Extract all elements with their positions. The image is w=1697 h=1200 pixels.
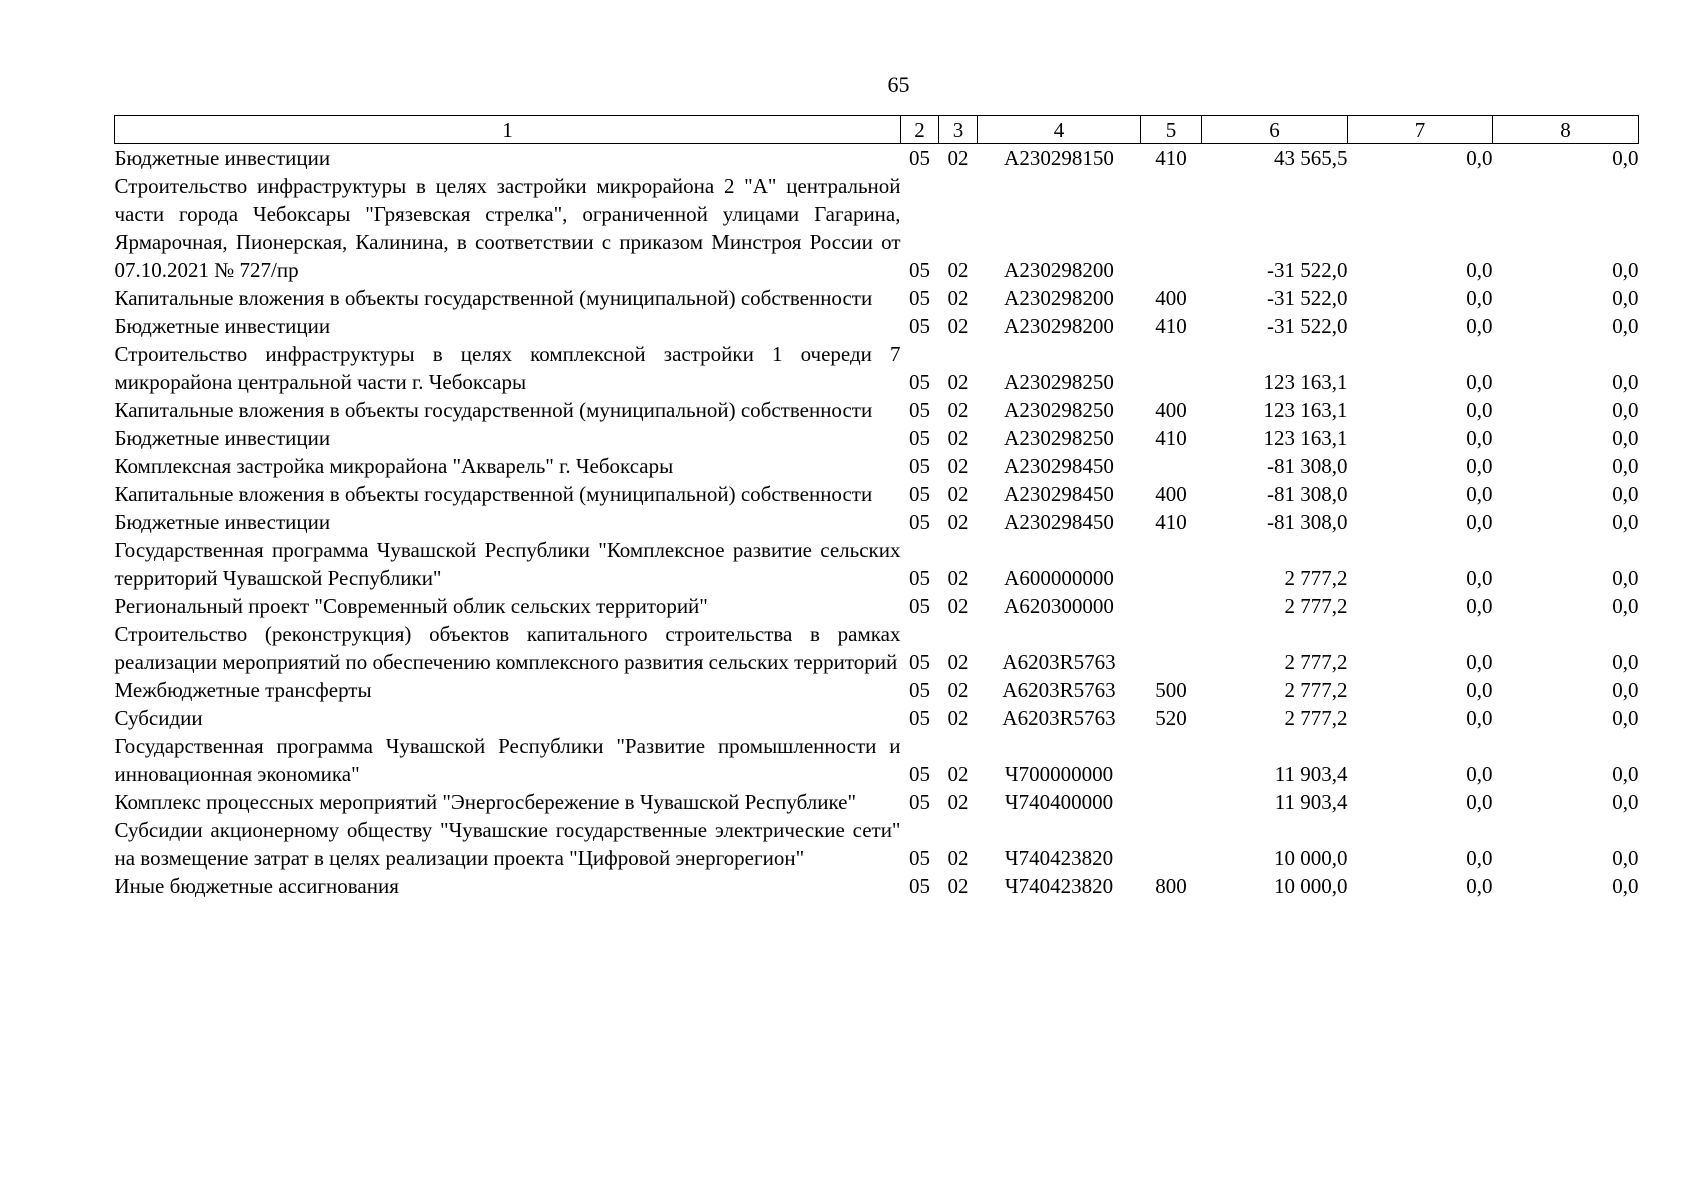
row-c8-cell: 0,0	[1612, 678, 1639, 702]
row-name-cell: Субсидии акционерному обществу "Чувашские государственные электрические сети" на возмещение затрат в целях реализации проекта "Цифровой энергорегион"	[114, 818, 901, 870]
row-c7-cell: 0,0	[1466, 846, 1493, 870]
row-name-cell: Комплекс процессных мероприятий "Энергосбережение в Чувашской Республике"	[114, 790, 857, 814]
row-c7-cell: 0,0	[1466, 510, 1493, 534]
row-c8-cell: 0,0	[1612, 370, 1639, 394]
row-c5-cell: 410	[1155, 314, 1187, 338]
row-c5-cell: 400	[1155, 286, 1187, 310]
row-name-cell: Комплексная застройка микрорайона "Акварель" г. Чебоксары	[114, 454, 674, 478]
row-c6-cell: -31 522,0	[1267, 286, 1348, 310]
row-c2-cell: 05	[909, 650, 930, 674]
column-header: 3	[939, 116, 978, 144]
row-c4-cell: A6203R5763	[1002, 678, 1116, 702]
row-c3-cell: 02	[947, 286, 969, 310]
column-header: 2	[901, 116, 939, 144]
row-c4-cell: Ч740423820	[1004, 846, 1114, 870]
row-c3-cell: 02	[947, 398, 969, 422]
row-c8-cell: 0,0	[1612, 790, 1639, 814]
row-c2-cell: 05	[909, 370, 930, 394]
column-header: 4	[978, 116, 1141, 144]
row-c4-cell: A230298450	[1004, 482, 1114, 506]
row-c5-cell	[1141, 788, 1202, 816]
table-row	[115, 424, 1639, 452]
row-c5-cell: 410	[1155, 426, 1187, 450]
row-c6-cell: -81 308,0	[1267, 510, 1348, 534]
row-c7-cell: 0,0	[1466, 650, 1493, 674]
row-c3-cell: 02	[947, 510, 969, 534]
row-c4-cell: A230298450	[1004, 454, 1114, 478]
row-c2-cell: 05	[909, 482, 930, 506]
row-c8-cell: 0,0	[1612, 454, 1639, 478]
row-c4-cell: A230298450	[1004, 510, 1114, 534]
row-c7-cell: 0,0	[1466, 566, 1493, 590]
row-c5-cell	[1141, 732, 1202, 788]
row-c2-cell: 05	[909, 426, 930, 450]
row-c2-cell: 05	[909, 846, 930, 870]
row-c8-cell: 0,0	[1612, 566, 1639, 590]
row-c4-cell: A230298250	[1004, 370, 1114, 394]
table-row	[115, 704, 1639, 732]
row-c8-cell: 0,0	[1612, 286, 1639, 310]
row-c6-cell: 10 000,0	[1274, 874, 1348, 898]
row-c6-cell: -81 308,0	[1267, 454, 1348, 478]
row-c5-cell: 800	[1155, 874, 1187, 898]
table-row	[115, 536, 1639, 592]
row-name-cell: Межбюджетные трансферты	[114, 678, 372, 702]
row-name-cell: Региональный проект "Современный облик сельских территорий"	[114, 594, 708, 618]
row-c7-cell: 0,0	[1466, 594, 1493, 618]
table-row	[115, 816, 1639, 872]
row-name-cell: Капитальные вложения в объекты государственной (муниципальной) собственности	[114, 286, 873, 310]
column-header: 7	[1348, 116, 1493, 144]
row-c3-cell: 02	[947, 482, 969, 506]
row-name-cell: Бюджетные инвестиции	[114, 510, 331, 534]
row-c5-cell	[1141, 620, 1202, 676]
row-name-cell: Капитальные вложения в объекты государственной (муниципальной) собственности	[114, 398, 873, 422]
row-c6-cell: 43 565,5	[1274, 146, 1348, 170]
row-c3-cell: 02	[947, 790, 969, 814]
table-row	[115, 508, 1639, 536]
table-row	[115, 620, 1639, 676]
row-name-cell: Бюджетные инвестиции	[114, 426, 331, 450]
row-c5-cell: 410	[1155, 510, 1187, 534]
table-row	[115, 396, 1639, 424]
row-c7-cell: 0,0	[1466, 370, 1493, 394]
row-c4-cell: Ч740423820	[1004, 874, 1114, 898]
row-c8-cell: 0,0	[1612, 706, 1639, 730]
row-c4-cell: Ч700000000	[1004, 762, 1114, 786]
row-c5-cell	[1141, 592, 1202, 620]
row-c2-cell: 05	[909, 398, 930, 422]
row-c3-cell: 02	[947, 594, 969, 618]
row-c3-cell: 02	[947, 258, 969, 282]
header-row	[115, 116, 1639, 144]
row-c3-cell: 02	[947, 706, 969, 730]
row-c7-cell: 0,0	[1466, 314, 1493, 338]
row-c6-cell: 123 163,1	[1263, 398, 1348, 422]
row-c7-cell: 0,0	[1466, 146, 1493, 170]
row-c4-cell: A230298250	[1004, 398, 1114, 422]
row-c7-cell: 0,0	[1466, 706, 1493, 730]
row-c7-cell: 0,0	[1466, 398, 1493, 422]
table-row	[115, 872, 1639, 900]
row-c8-cell: 0,0	[1612, 762, 1639, 786]
row-c3-cell: 02	[947, 146, 969, 170]
table-row	[115, 452, 1639, 480]
table-row	[115, 284, 1639, 312]
row-name-cell: Иные бюджетные ассигнования	[114, 874, 399, 898]
row-c7-cell: 0,0	[1466, 454, 1493, 478]
table-row	[115, 788, 1639, 816]
row-c4-cell: A230298200	[1004, 258, 1114, 282]
row-c6-cell: 11 903,4	[1274, 762, 1348, 786]
row-c5-cell: 410	[1155, 146, 1187, 170]
row-c5-cell	[1141, 340, 1202, 396]
row-c6-cell: 123 163,1	[1263, 426, 1348, 450]
row-c2-cell: 05	[909, 762, 930, 786]
row-c3-cell: 02	[947, 846, 969, 870]
column-header: 6	[1202, 116, 1348, 144]
row-c7-cell: 0,0	[1466, 790, 1493, 814]
row-c5-cell: 520	[1155, 706, 1187, 730]
row-c3-cell: 02	[947, 874, 969, 898]
row-c5-cell: 500	[1155, 678, 1187, 702]
row-c2-cell: 05	[909, 678, 930, 702]
row-c6-cell: 2 777,2	[1284, 706, 1348, 730]
row-name-cell: Бюджетные инвестиции	[114, 314, 331, 338]
table-row	[115, 144, 1639, 173]
row-c8-cell: 0,0	[1612, 398, 1639, 422]
row-c4-cell: Ч740400000	[1004, 790, 1114, 814]
row-c2-cell: 05	[909, 566, 930, 590]
table-row	[115, 172, 1639, 284]
row-c6-cell: -31 522,0	[1267, 258, 1348, 282]
column-header: 1	[115, 116, 901, 144]
row-c2-cell: 05	[909, 146, 930, 170]
row-c7-cell: 0,0	[1466, 482, 1493, 506]
row-c2-cell: 05	[909, 790, 930, 814]
row-c3-cell: 02	[947, 678, 969, 702]
row-name-cell: Субсидии	[114, 706, 203, 730]
row-c6-cell: 2 777,2	[1284, 678, 1348, 702]
row-c2-cell: 05	[909, 286, 930, 310]
budget-table	[114, 115, 1639, 900]
table-row	[115, 732, 1639, 788]
row-c8-cell: 0,0	[1612, 874, 1639, 898]
row-c7-cell: 0,0	[1466, 874, 1493, 898]
row-c5-cell: 400	[1155, 482, 1187, 506]
row-c5-cell	[1141, 172, 1202, 284]
page-number: 65	[887, 72, 910, 97]
row-c8-cell: 0,0	[1612, 426, 1639, 450]
row-c4-cell: A600000000	[1004, 566, 1114, 590]
row-c2-cell: 05	[909, 258, 930, 282]
row-c2-cell: 05	[909, 314, 930, 338]
row-c3-cell: 02	[947, 454, 969, 478]
row-c8-cell: 0,0	[1612, 146, 1639, 170]
column-header: 8	[1493, 116, 1639, 144]
row-c2-cell: 05	[909, 706, 930, 730]
row-c6-cell: 2 777,2	[1284, 650, 1348, 674]
row-c4-cell: A620300000	[1004, 594, 1114, 618]
row-c5-cell	[1141, 816, 1202, 872]
row-name-cell: Государственная программа Чувашской Республики "Развитие промышленности и инновационная экономика"	[114, 734, 901, 786]
table-row	[115, 592, 1639, 620]
row-c8-cell: 0,0	[1612, 846, 1639, 870]
row-c8-cell: 0,0	[1612, 650, 1639, 674]
row-c6-cell: 10 000,0	[1274, 846, 1348, 870]
row-c6-cell: 11 903,4	[1274, 790, 1348, 814]
row-c2-cell: 05	[909, 594, 930, 618]
row-name-cell: Строительство инфраструктуры в целях комплексной застройки 1 очереди 7 микрорайона центральной части г. Чебоксары	[114, 342, 901, 394]
row-c6-cell: -81 308,0	[1267, 482, 1348, 506]
row-c4-cell: A6203R5763	[1002, 706, 1116, 730]
row-name-cell: Строительство инфраструктуры в целях застройки микрорайона 2 "А" центральной части города Чебоксары "Грязевская стрелка", ограниченной улицами Гагарина, Ярмарочная, Пионерская, Калинина, в соответствии с приказом Минстроя России от 07.10.2021 № 727/пр	[114, 174, 901, 282]
row-name-cell: Строительство (реконструкция) объектов капитального строительства в рамках реализации мероприятий по обеспечению комплексного развития сельских территорий	[114, 622, 901, 674]
row-c4-cell: A230298200	[1004, 286, 1114, 310]
column-header: 5	[1141, 116, 1202, 144]
row-c7-cell: 0,0	[1466, 678, 1493, 702]
table-row	[115, 480, 1639, 508]
row-c3-cell: 02	[947, 762, 969, 786]
row-c7-cell: 0,0	[1466, 426, 1493, 450]
row-c4-cell: A230298150	[1004, 146, 1114, 170]
row-name-cell: Государственная программа Чувашской Республики "Комплексное развитие сельских территорий Чувашской Республики"	[114, 538, 901, 590]
row-c8-cell: 0,0	[1612, 594, 1639, 618]
row-name-cell: Бюджетные инвестиции	[114, 146, 331, 170]
row-c7-cell: 0,0	[1466, 286, 1493, 310]
row-c2-cell: 05	[909, 874, 930, 898]
row-c3-cell: 02	[947, 566, 969, 590]
row-c3-cell: 02	[947, 426, 969, 450]
row-c4-cell: A230298200	[1004, 314, 1114, 338]
row-c4-cell: A230298250	[1004, 426, 1114, 450]
row-c5-cell: 400	[1155, 398, 1187, 422]
row-c3-cell: 02	[947, 314, 969, 338]
row-c6-cell: 2 777,2	[1284, 594, 1348, 618]
row-c6-cell: 123 163,1	[1263, 370, 1348, 394]
row-c2-cell: 05	[909, 454, 930, 478]
row-c6-cell: -31 522,0	[1267, 314, 1348, 338]
row-c4-cell: A6203R5763	[1002, 650, 1116, 674]
row-c7-cell: 0,0	[1466, 762, 1493, 786]
row-c8-cell: 0,0	[1612, 258, 1639, 282]
row-c5-cell	[1141, 452, 1202, 480]
row-c8-cell: 0,0	[1612, 482, 1639, 506]
table-row	[115, 676, 1639, 704]
row-c3-cell: 02	[947, 370, 969, 394]
row-c3-cell: 02	[947, 650, 969, 674]
table-row	[115, 340, 1639, 396]
table-row	[115, 312, 1639, 340]
row-c8-cell: 0,0	[1612, 510, 1639, 534]
row-c8-cell: 0,0	[1612, 314, 1639, 338]
row-c2-cell: 05	[909, 510, 930, 534]
row-c7-cell: 0,0	[1466, 258, 1493, 282]
row-c6-cell: 2 777,2	[1284, 566, 1348, 590]
row-name-cell: Капитальные вложения в объекты государственной (муниципальной) собственности	[114, 482, 873, 506]
row-c5-cell	[1141, 536, 1202, 592]
